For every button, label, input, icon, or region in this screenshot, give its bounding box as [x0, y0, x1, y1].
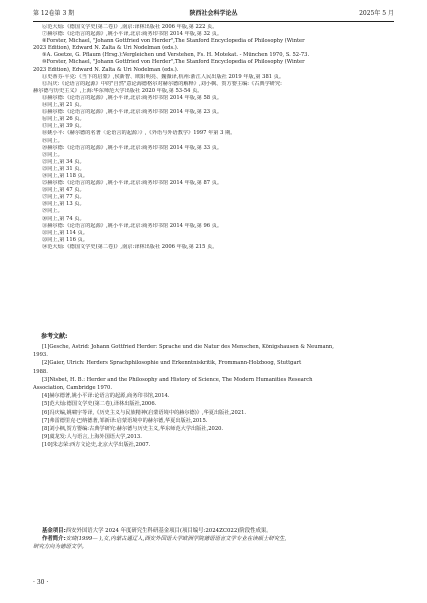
reference-line: Association, Cambridge 1970.: [33, 385, 113, 392]
endnote-line: ⑩Forster, Michael, "Johann Gottfried von Herder",The Stanford Encyclopedia of Philosophy (Winter: [42, 59, 305, 66]
endnote-line: ㉓同上,第 31 页。: [42, 165, 85, 172]
journal-title: 陕西社会科学论丛: [189, 10, 238, 17]
reference-line: [6]冯庆编,姚啸宇等译,《历史主义与民族精神(启蒙语境中的赫尔德)》,华夏出版社,2021.: [42, 409, 247, 416]
author-bio-2: 研究方向为德语文学。: [33, 544, 87, 550]
endnote-line: ㉑同上。: [42, 151, 63, 158]
endnote-line: ㉙同上。: [42, 208, 63, 215]
endnote-line: 2023 Edition), Edward N. Zalta & Uri Nodelman (eds.).: [33, 45, 179, 52]
endnote-line: ㉕赫尔德:《论语言的起源》,姚小平译,北京:商务印书馆 2014 年版,第 87 页。: [42, 180, 223, 187]
reference-line: [9]虞龙发:人与语言,上海外国语大学,2013.: [42, 434, 142, 441]
reference-line: 1993.: [33, 352, 48, 359]
endnote-line: ㉚同上,第 74 页。: [42, 215, 85, 222]
references-title: 参考文献:: [41, 333, 68, 340]
endnote-line: ⑮赫尔德:《论语言的起源》,姚小平译,北京:商务印书馆 2014 年版,第 23 页。: [42, 109, 223, 116]
endnote-line: ⑯同上,第 26 页。: [42, 116, 85, 123]
reference-line: 1988.: [33, 368, 48, 375]
reference-line: [10]朱志荣:西方文论史,北京大学出版社,2007.: [42, 442, 151, 449]
endnote-line: ㉘同上,第 13 页。: [42, 201, 85, 208]
endnote-line: 赫尔德与历史主义》,上海:华东师范大学出版社 2020 年版,第 53-54 页。: [33, 87, 203, 94]
reference-line: [5]范大灿:德国文学史(第二卷),译林出版社,2006.: [42, 401, 157, 408]
endnote-line: ㉒同上,第 34 页。: [42, 158, 85, 165]
author-label: 作者简介:: [42, 536, 66, 542]
endnote-line: ⑳赫尔德:《论语言的起源》,姚小平译,北京:商务印书馆 2014 年版,第 33 页。: [42, 144, 223, 151]
endnote-line: ⑦赫尔德:《论语言的起源》,姚小平译,北京:商务印书馆 2014 年版,第 32 页。: [42, 31, 223, 38]
endnote-line: ⑲同上。: [42, 137, 63, 144]
endnote-line: ㉗同上,第 77 页。: [42, 194, 85, 201]
endnote-line: ⑱姚小平:《赫尔德的名著〈论语言的起源〉》,《外语与外语教学》1997 年第 3 期。: [42, 130, 236, 137]
endnotes: [33, 24, 394, 251]
references-list: [33, 343, 394, 450]
reference-line: [1]Gesche, Astrid: Johann Gottfried Herder: Sprache und die Natur des Menschen, Königshausen & Neumann,: [42, 344, 334, 350]
reference-line: [7]弗雷德里克·巴纳德著,邹新译:启蒙语境中的赫尔德,华夏出版社,2015.: [42, 417, 208, 424]
author-bio-1: 安琦(1999— ),女,内蒙古通辽人,西安外国语大学欧洲学院德语语言文学专业在读硕士研究生,: [65, 536, 287, 542]
endnote-line: ⑬赫尔德:《论语言的起源》,姚小平译,北京:商务印书馆 2014 年版,第 58 页。: [42, 94, 223, 101]
article-footnotes: [33, 527, 394, 551]
author-line: [33, 535, 394, 543]
endnote-line: ㉖同上,第 47 页。: [42, 187, 85, 194]
endnote-line: ⑥范大灿:《德国文学史(第二卷)》,南京:译林出版社 2006 年版,第 222 页。: [42, 24, 218, 30]
endnote-line: ⑧Forster, Michael, "Johann Gottfried von Herder",The Stanford Encyclopedia of Philosophy (Winter: [42, 38, 305, 45]
fund-line: [33, 527, 394, 535]
endnote-line: ⑭同上,第 21 页。: [42, 102, 85, 109]
endnote-line: ⑨A. Goetze, G. Pflaum (Hrsg.):Vergleichen und Verstehen, Fs. H. Motekat. - München 1970, S. 52-73.: [42, 52, 310, 59]
endnote-line: ㉝同上,第 116 页。: [42, 236, 88, 243]
reference-line: [4]赫尔德著,姚小平译:论语言的起源,商务印书馆,2014.: [42, 393, 170, 400]
reference-line: [2]Gaier, Ulrich: Herders Sprachphilosophie und Erkenntniskritik, Frommann-Holzboog, Stuttgart: [42, 360, 302, 367]
fund-label: 基金项目:: [42, 528, 66, 534]
endnote-line: ㉛赫尔德:《论语言的起源》,姚小平译,北京:商务印书馆 2014 年版,第 96 页。: [42, 222, 223, 229]
publication-date: 2025年 5 月: [359, 10, 394, 17]
endnote-line: ⑪史蒂芬·平克:《当下的启蒙》,侯新智、欧阳明亮、魏薇译,杭州:浙江人民出版社 2019 年版,第 381 页。: [42, 73, 285, 80]
endnote-line: ㉔同上,第 118 页。: [42, 172, 88, 179]
fund-text: 西安外国语大学 2024 年度研究生科研基金项目(项目编号:2024ZC022)阶段性成果。: [65, 528, 272, 534]
running-header: [33, 8, 394, 20]
endnote-line: 2023 Edition), Edward N. Zalta & Uri Nodelman (eds.).: [33, 66, 179, 73]
endnote-line: ㉞范大灿:《德国文学史(第二卷)》,南京:译林出版社 2006 年版,第 215 页。: [42, 243, 218, 250]
endnote-line: ⑫冯庆:《论语言的起源》中的"自然"意论海德格尔对赫尔德的解释》,刘小枫、贺方婴主编:《古典学研究:: [42, 80, 282, 87]
reference-line: [3]Nisbet, H. B.: Herder and the Philosophy and History of Science, The Modern Humanities Research: [42, 376, 313, 383]
endnote-line: ㉜同上,第 114 页。: [42, 229, 88, 236]
endnote-line: ⑰同上,第 39 页。: [42, 123, 85, 130]
page-number: · 30 ·: [33, 579, 49, 586]
reference-line: [8]刘小枫,贺方婴编:古典学研究:赫尔德与历史主义,华东师范大学出版社,2020.: [42, 426, 224, 433]
header-rule: [33, 21, 394, 22]
issue-info: 第 12卷第 3 期: [33, 10, 75, 17]
